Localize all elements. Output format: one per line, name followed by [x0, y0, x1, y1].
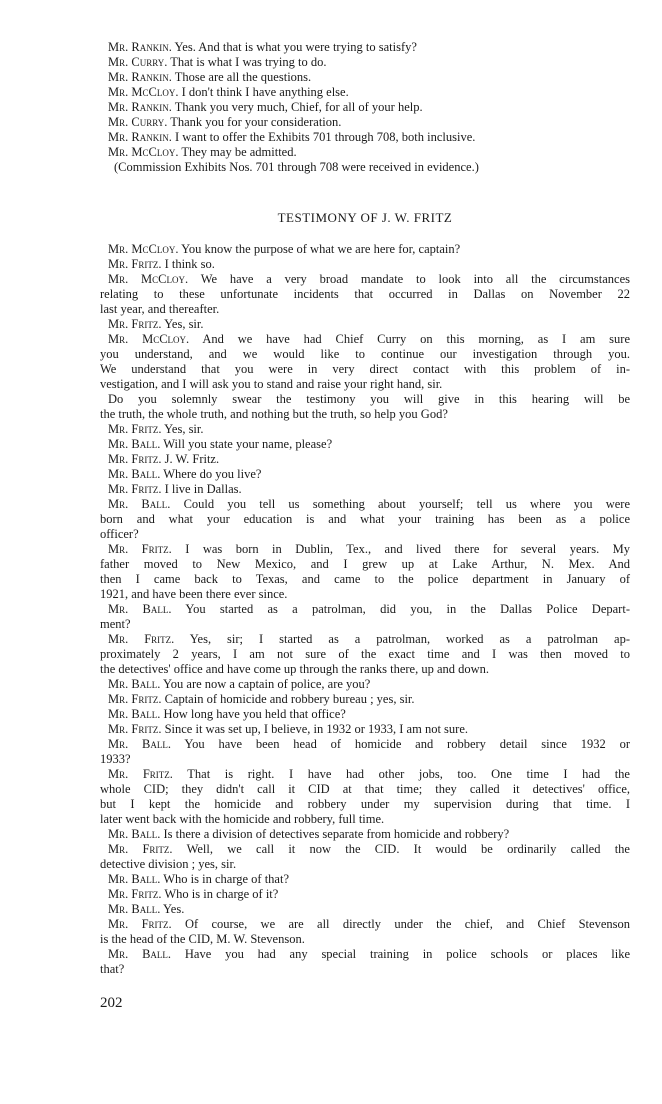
line-text: you understand, and we would like to continue our investigation through you.	[100, 347, 630, 361]
continuation-line	[100, 932, 630, 947]
dialogue-line	[108, 902, 630, 917]
line-text: 1933?	[100, 752, 131, 766]
dialogue-line	[108, 55, 630, 70]
continuation-line	[100, 587, 630, 602]
line-text: proximately 2 years, I am not sure of the exact time and I was then moved to	[100, 647, 630, 661]
continuation-line	[100, 647, 630, 662]
line-text: relating to these unfortunate incidents that occurred in Dallas on November 22	[100, 287, 630, 301]
line-text: We have a very broad mandate to look into all the circumstances	[200, 272, 630, 286]
line-text: Could you tell us something about yourself; tell us where you were	[183, 497, 631, 511]
line-text: And we have had Chief Curry on this morning, as I am sure	[202, 332, 631, 346]
speaker-name: Mr. Rankin.	[108, 40, 172, 54]
line-text: We understand that you were in very direct contact with this problem of in-	[100, 362, 630, 376]
speaker-name: Mr. Fritz.	[108, 767, 173, 781]
speaker-name: Mr. Fritz.	[108, 887, 162, 901]
speaker-name: Mr. Ball.	[108, 467, 161, 481]
line-text: Where do you live?	[163, 467, 262, 481]
dialogue-line	[108, 242, 630, 257]
dialogue-line	[108, 257, 630, 272]
line-text: vestigation, and I will ask you to stand and raise your right hand, sir.	[100, 377, 443, 391]
speaker-name: Mr. Fritz.	[108, 632, 175, 646]
dialogue-line	[108, 542, 630, 557]
line-text: I was born in Dublin, Tex., and lived there for several years. My	[185, 542, 631, 556]
line-text: later went back with the homicide and robbery, full time.	[100, 812, 385, 826]
dialogue-line	[108, 692, 630, 707]
dialogue-line	[108, 482, 630, 497]
dialogue-line	[108, 887, 630, 902]
line-text: 1921, and have been there ever since.	[100, 587, 288, 601]
dialogue-line	[108, 707, 630, 722]
line-text: detective division ; yes, sir.	[100, 857, 237, 871]
line-text: the detectives' office and have come up through the ranks there, up and down.	[100, 662, 490, 676]
speaker-name: Mr. McCloy.	[108, 85, 179, 99]
continuation-line	[100, 797, 630, 812]
continuation-line	[100, 962, 630, 977]
line-text: is the head of the CID, M. W. Stevenson.	[100, 932, 305, 946]
speaker-name: Mr. Fritz.	[108, 452, 162, 466]
continuation-line	[100, 812, 630, 827]
line-text: I live in Dallas.	[164, 482, 242, 496]
speaker-name: Mr. Curry.	[108, 55, 168, 69]
speaker-name: Mr. Ball.	[108, 737, 172, 751]
dialogue-line	[108, 917, 630, 932]
speaker-name: Mr. Ball.	[108, 947, 172, 961]
speaker-name: Mr. Fritz.	[108, 917, 172, 931]
speaker-name: Mr. Fritz.	[108, 317, 162, 331]
dialogue-line	[108, 497, 630, 512]
line-text: Do you solemnly swear the testimony you will give in this hearing will be	[108, 392, 630, 406]
dialogue-line	[108, 85, 630, 100]
speaker-name: Mr. McCloy.	[108, 272, 189, 286]
dialogue-line	[108, 145, 630, 160]
line-text: How long have you held that office?	[163, 707, 346, 721]
line-text: Captain of homicide and robbery bureau ; yes, sir.	[164, 692, 415, 706]
continuation-line	[100, 617, 630, 632]
line-text: whole CID; they didn't call it CID at that time; they called it detectives' office,	[100, 782, 630, 796]
line-text: You started as a patrolman, did you, in the Dallas Police Depart-	[185, 602, 630, 616]
line-text: Of course, we are all directly under the chief, and Chief Stevenson	[184, 917, 630, 931]
dialogue-line	[108, 842, 630, 857]
dialogue-line	[108, 737, 630, 752]
line-text: officer?	[100, 527, 139, 541]
dialogue-line	[108, 827, 630, 842]
speaker-name: Mr. Fritz.	[108, 722, 162, 736]
line-text: then I came back to Texas, and came to the police department in January of	[100, 572, 630, 586]
continuation-line	[100, 527, 630, 542]
speaker-name: Mr. Ball.	[108, 677, 161, 691]
speaker-name: Mr. Fritz.	[108, 842, 173, 856]
dialogue-line	[108, 722, 630, 737]
continuation-line	[100, 302, 630, 317]
dialogue-line	[108, 130, 630, 145]
line-text: I think so.	[164, 257, 215, 271]
line-text: Will you state your name, please?	[163, 437, 333, 451]
dialogue-line	[108, 332, 630, 347]
speaker-name: Mr. Ball.	[108, 827, 161, 841]
continuation-line	[100, 662, 630, 677]
dialogue-line	[108, 40, 630, 55]
line-text: Thank you very much, Chief, for all of your help.	[174, 100, 423, 114]
line-text: That is what I was trying to do.	[170, 55, 327, 69]
continuation-line	[100, 512, 630, 527]
continuation-line	[108, 392, 630, 407]
speaker-name: Mr. Fritz.	[108, 692, 162, 706]
continuation-line	[100, 287, 630, 302]
dialogue-line	[108, 872, 630, 887]
speaker-name: Mr. Ball.	[108, 602, 172, 616]
dialogue-line	[108, 317, 630, 332]
line-text: that?	[100, 962, 125, 976]
continuation-line	[100, 347, 630, 362]
line-text: Who is in charge of that?	[163, 872, 290, 886]
line-text: last year, and thereafter.	[100, 302, 220, 316]
continuation-line	[100, 782, 630, 797]
continuation-line	[100, 857, 630, 872]
speaker-name: Mr. Curry.	[108, 115, 168, 129]
line-text: They may be admitted.	[181, 145, 297, 159]
line-text: Since it was set up, I believe, in 1932 or 1933, I am not sure.	[164, 722, 468, 736]
line-text: You know the purpose of what we are here for, captain?	[181, 242, 461, 256]
line-text: J. W. Fritz.	[164, 452, 220, 466]
line-text: ment?	[100, 617, 131, 631]
line-text: (Commission Exhibits Nos. 701 through 708 were received in evidence.)	[114, 160, 479, 174]
line-text: Yes.	[163, 902, 185, 916]
continuation-line	[100, 407, 630, 422]
speaker-name: Mr. Rankin.	[108, 100, 172, 114]
speaker-name: Mr. Fritz.	[108, 422, 162, 436]
line-text: Have you had any special training in police schools or places like	[184, 947, 631, 961]
dialogue-line	[108, 452, 630, 467]
speaker-name: Mr. Ball.	[108, 437, 161, 451]
line-text: You have been head of homicide and robbery detail since 1932 or	[184, 737, 630, 751]
line-text: Those are all the questions.	[174, 70, 312, 84]
line-text: Yes, sir.	[164, 317, 204, 331]
dialogue-line	[108, 767, 630, 782]
exhibit-note	[114, 160, 636, 175]
line-text: Yes, sir; I started as a patrolman, worked as a patrolman ap-	[189, 632, 630, 646]
page-number: 202	[100, 995, 123, 1011]
line-text: born and what your education is and what your training has been as a police	[100, 512, 630, 526]
speaker-name: Mr. McCloy.	[108, 145, 179, 159]
dialogue-line	[108, 437, 630, 452]
line-text: I want to offer the Exhibits 701 through 708, both inclusive.	[174, 130, 476, 144]
speaker-name: Mr. Rankin.	[108, 70, 172, 84]
dialogue-line	[108, 422, 630, 437]
speaker-name: Mr. McCloy.	[108, 242, 179, 256]
line-text: That is right. I have had other jobs, too. One time I had the	[187, 767, 630, 781]
speaker-name: Mr. Ball.	[108, 707, 161, 721]
line-text: father moved to New Mexico, and I grew up at Lake Arthur, N. Mex. And	[100, 557, 630, 571]
speaker-name: Mr. Ball.	[108, 902, 161, 916]
line-text: Well, we call it now the CID. It would be ordinarily called the	[186, 842, 630, 856]
line-text: the truth, the whole truth, and nothing but the truth, so help you God?	[100, 407, 448, 421]
speaker-name: Mr. Fritz.	[108, 542, 172, 556]
line-text: Is there a division of detectives separate from homicide and robbery?	[163, 827, 510, 841]
continuation-line	[100, 572, 630, 587]
dialogue-line	[108, 100, 630, 115]
speaker-name: Mr. Ball.	[108, 872, 161, 886]
dialogue-line	[108, 467, 630, 482]
dialogue-line	[108, 70, 630, 85]
dialogue-line	[108, 677, 630, 692]
speaker-name: Mr. Fritz.	[108, 257, 162, 271]
dialogue-line	[108, 115, 630, 130]
dialogue-line	[108, 272, 630, 287]
continuation-line	[100, 362, 630, 377]
speaker-name: Mr. Ball.	[108, 497, 171, 511]
section-heading: TESTIMONY OF J. W. FRITZ	[277, 210, 453, 225]
continuation-line	[100, 557, 630, 572]
dialogue-line	[108, 632, 630, 647]
line-text: but I kept the homicide and robbery under my supervision during that time. I	[100, 797, 630, 811]
line-text: I don't think I have anything else.	[181, 85, 349, 99]
dialogue-line	[108, 602, 630, 617]
speaker-name: Mr. Rankin.	[108, 130, 172, 144]
line-text: Who is in charge of it?	[164, 887, 279, 901]
continuation-line	[100, 377, 630, 392]
line-text: Yes, sir.	[164, 422, 204, 436]
speaker-name: Mr. McCloy.	[108, 332, 190, 346]
line-text: Thank you for your consideration.	[170, 115, 342, 129]
dialogue-line	[108, 947, 630, 962]
speaker-name: Mr. Fritz.	[108, 482, 162, 496]
continuation-line	[100, 752, 630, 767]
line-text: You are now a captain of police, are you?	[163, 677, 371, 691]
line-text: Yes. And that is what you were trying to satisfy?	[174, 40, 417, 54]
